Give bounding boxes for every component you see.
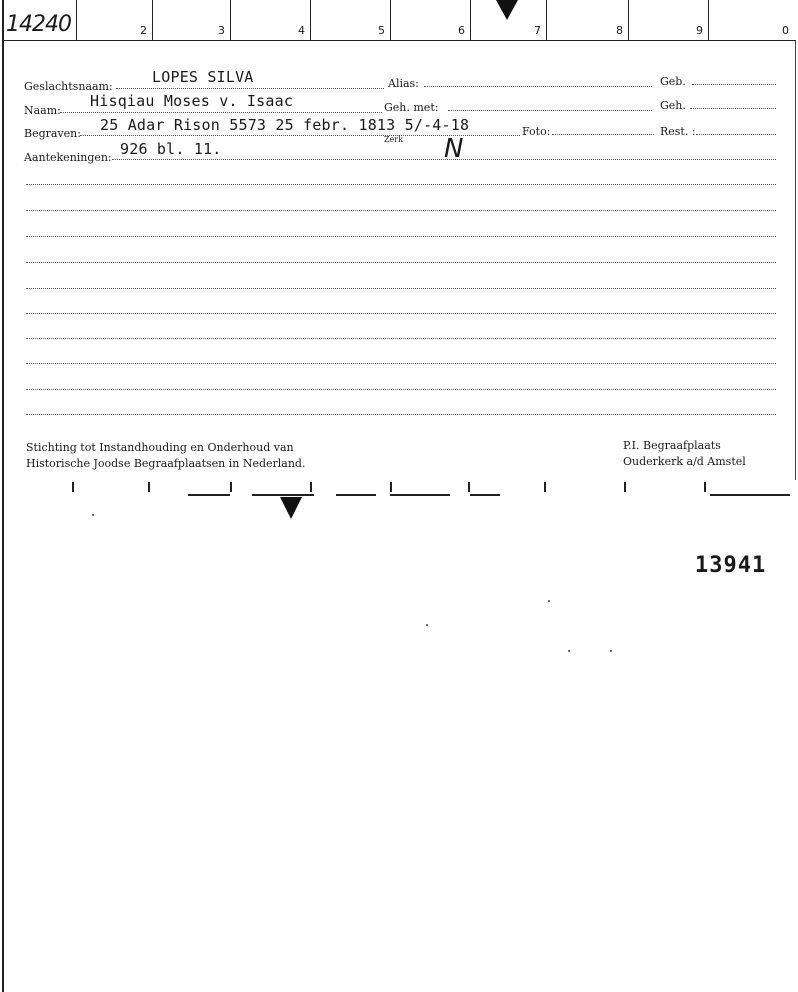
strip-number: 0 (782, 24, 789, 37)
index-cell-9 (628, 0, 709, 40)
paper-speck (610, 650, 612, 652)
naam-label: Naam: (24, 104, 61, 117)
blank-ruled-line (26, 288, 776, 289)
geh-met-line (448, 110, 652, 111)
strip-number: 7 (534, 24, 541, 37)
card-left-edge (2, 0, 4, 992)
organization-block (26, 440, 305, 472)
tick-mark (390, 482, 392, 492)
bottom-dash (390, 494, 450, 496)
index-cell-4 (230, 0, 311, 40)
index-cell-0 (708, 0, 794, 40)
naam-value: Hisqiau Moses v. Isaac (90, 92, 294, 110)
geslachtsnaam-label: Geslachtsnaam: (24, 80, 113, 93)
bottom-dash (710, 494, 790, 496)
alias-line (424, 86, 652, 87)
paper-speck (92, 514, 94, 516)
index-cell-3 (152, 0, 231, 40)
zerk-label: Zerk (384, 135, 403, 144)
bottom-dash (188, 494, 230, 496)
strip-number: 2 (140, 24, 147, 37)
blank-ruled-line (26, 338, 776, 339)
strip-number: 3 (218, 24, 225, 37)
begraven-label: Begraven: (24, 127, 81, 140)
blank-ruled-line (26, 184, 776, 185)
begraven-value: 25 Adar Rison 5573 25 febr. 1813 5/-4-18 (100, 116, 470, 134)
alias-label: Alias: (388, 77, 419, 90)
strip-number: 6 (458, 24, 465, 37)
tick-mark (468, 482, 470, 492)
geb-line (692, 84, 776, 85)
aantekeningen-value: 926 bl. 11. (120, 140, 222, 158)
blank-ruled-line (26, 414, 776, 415)
foto-label: Foto: (522, 125, 551, 138)
blank-ruled-line (26, 363, 776, 364)
strip-number: 5 (378, 24, 385, 37)
stamped-number: 13941 (695, 553, 767, 578)
index-cell-1 (4, 0, 77, 40)
geslachtsnaam-value: LOPES SILVA (152, 68, 254, 86)
bottom-dash (336, 494, 376, 496)
top-notch-marker (496, 0, 518, 20)
geh-label: Geh. (660, 99, 686, 112)
geh-line (690, 108, 776, 109)
bottom-notch-marker (280, 497, 302, 519)
card-right-edge (795, 40, 796, 480)
organization-line-2: Historische Joodse Begraafplaatsen in Nederland. (26, 457, 306, 470)
index-cell-2 (76, 0, 153, 40)
geslachtsnaam-line (116, 88, 384, 89)
rest-label: Rest. : (660, 125, 696, 138)
index-cell-5 (310, 0, 391, 40)
foto-line (552, 134, 654, 135)
rest-line (696, 134, 776, 135)
index-cell-8 (546, 0, 629, 40)
blank-ruled-line (26, 313, 776, 314)
cemetery-line-2: Ouderkerk a/d Amstel (623, 455, 746, 468)
paper-speck (548, 600, 550, 602)
strip-number: 8 (616, 24, 623, 37)
tick-mark (72, 482, 74, 492)
organization-line-1: Stichting tot Instandhouding en Onderhoud van (26, 441, 294, 454)
cemetery-block (623, 438, 746, 470)
card-index-number: 14240 (6, 12, 71, 37)
blank-ruled-line (26, 389, 776, 390)
geh-met-label: Geh. met: (384, 101, 439, 114)
blank-ruled-line (26, 236, 776, 237)
blank-ruled-line (26, 262, 776, 263)
index-strip (4, 0, 796, 41)
tick-mark (544, 482, 546, 492)
aantekeningen-label: Aantekeningen: (24, 151, 112, 164)
index-cell-6 (390, 0, 471, 40)
tick-mark (704, 482, 706, 492)
geb-label: Geb. (660, 75, 686, 88)
handwritten-mark: N (444, 134, 464, 164)
cemetery-line-1: P.I. Begraafplaats (623, 439, 721, 452)
bottom-dash (470, 494, 500, 496)
tick-mark (230, 482, 232, 492)
tick-mark (310, 482, 312, 492)
naam-line (60, 112, 382, 113)
strip-number: 9 (696, 24, 703, 37)
tick-mark (624, 482, 626, 492)
tick-mark (148, 482, 150, 492)
strip-number: 4 (298, 24, 305, 37)
bottom-dash (252, 494, 314, 496)
paper-speck (568, 650, 570, 652)
paper-speck (426, 624, 428, 626)
blank-ruled-line (26, 210, 776, 211)
